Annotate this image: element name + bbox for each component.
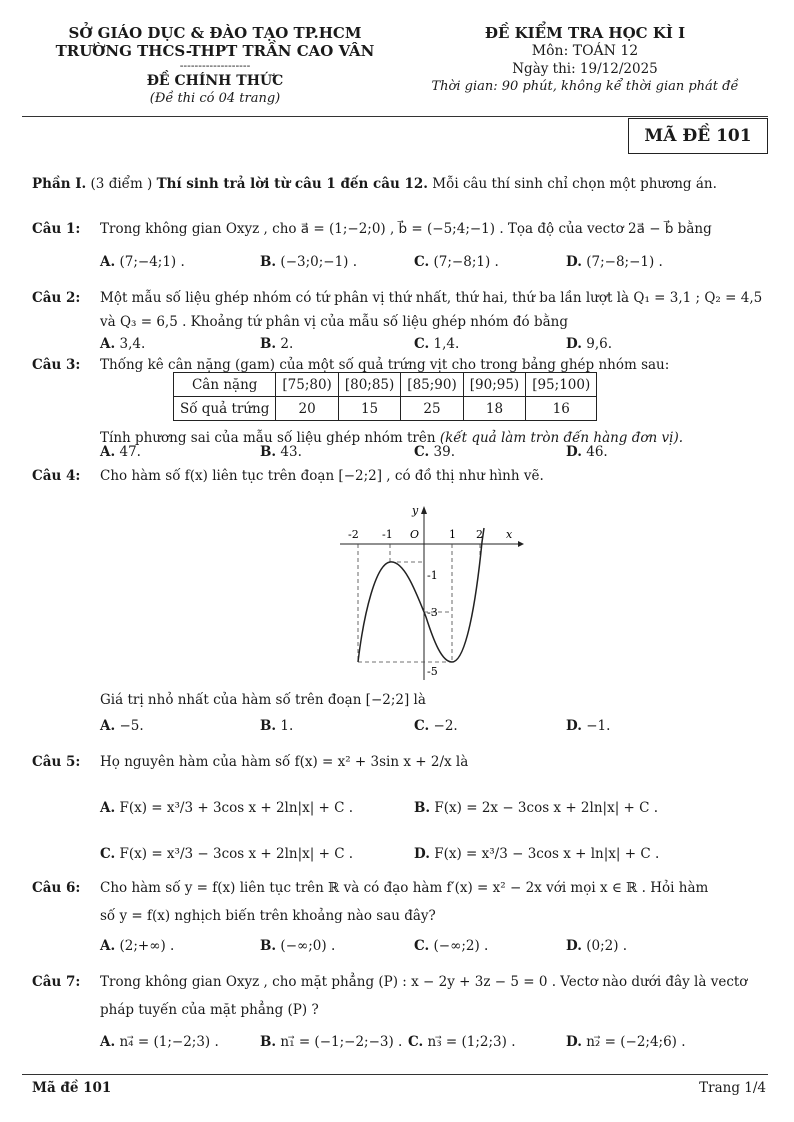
table-cell: 18 [463, 397, 525, 421]
option-c[interactable]: C. (−∞;2) . [414, 938, 489, 954]
option-c[interactable]: C. n₃⃗ = (1;2;3) . [408, 1034, 516, 1050]
question-text-cont: số y = f(x) nghịch biến trên khoảng nào sau đây? [100, 908, 436, 924]
y-tick-label: -5 [427, 665, 438, 678]
option-d[interactable]: D. −1. [566, 718, 611, 734]
question-text-cont: và Q₃ = 6,5 . Khoảng tứ phân vị của mẫu số liệu ghép nhóm đó bằng [100, 314, 568, 330]
part-heading [32, 174, 772, 194]
option-b[interactable]: B. (−3;0;−1) . [260, 254, 358, 270]
question-text-cont: pháp tuyến của mặt phẳng (P) ? [100, 1002, 319, 1018]
exam-code-box: MÃ ĐỀ 101 [628, 118, 768, 154]
table-cell: 15 [338, 397, 400, 421]
y-tick-label: -1 [427, 569, 438, 582]
option-d[interactable]: D. F(x) = x³/3 − 3cos x + ln|x| + C . [414, 846, 660, 862]
exam-date: Ngày thi: 19/12/2025 [512, 61, 658, 77]
grouped-data-table [173, 372, 597, 421]
question-label: Câu 5: [32, 754, 81, 770]
question-2 [32, 288, 772, 332]
question-text: Cho hàm số y = f(x) liên tục trên ℝ và có đạo hàm f′(x) = x² − 2x với mọi x ∈ ℝ . Hỏi hàm [100, 880, 709, 896]
official-label: ĐỀ CHÍNH THỨC [146, 73, 284, 89]
y-axis-label: y [412, 504, 419, 517]
option-b[interactable]: B. (−∞;0) . [260, 938, 336, 954]
option-b[interactable]: B. 43. [260, 444, 302, 460]
y-axis-arrow [421, 506, 427, 514]
question-text-cont: Tính phương sai của mẫu số liệu ghép nhóm trên [100, 430, 440, 446]
option-b[interactable]: B. n₁⃗ = (−1;−2;−3) . [260, 1034, 403, 1050]
question-4 [32, 466, 772, 486]
option-c[interactable]: C. F(x) = x³/3 − 3cos x + 2ln|x| + C . [100, 846, 354, 862]
options-4 [100, 718, 780, 738]
table-row [174, 397, 597, 421]
question-4-cont [32, 690, 772, 710]
option-a[interactable]: A. −5. [100, 718, 144, 734]
option-b[interactable]: B. 1. [260, 718, 294, 734]
school-header [40, 24, 390, 108]
question-label: Câu 6: [32, 880, 81, 896]
origin-label: O [410, 528, 420, 541]
table-cell: [80;85) [338, 373, 400, 397]
footer-exam-code: Mã đề 101 [32, 1080, 112, 1096]
option-c[interactable]: C. 39. [414, 444, 455, 460]
exam-header [400, 24, 770, 96]
option-b[interactable]: B. F(x) = 2x − 3cos x + 2ln|x| + C . [414, 800, 659, 816]
question-label: Câu 3: [32, 357, 81, 373]
option-a[interactable]: A. 47. [100, 444, 141, 460]
exam-duration: Thời gian: 90 phút, không kể thời gian phát đề [431, 79, 739, 94]
part-points: (3 điểm ) [86, 176, 157, 192]
question-7 [32, 972, 772, 1020]
option-d[interactable]: D. 46. [566, 444, 608, 460]
part-instruction-bold: Thí sinh trả lời từ câu 1 đến câu 12. [156, 176, 428, 192]
question-6 [32, 878, 772, 926]
options-3 [100, 444, 780, 464]
options-6 [100, 938, 780, 958]
option-c[interactable]: C. (7;−8;1) . [414, 254, 499, 270]
option-c[interactable]: C. 1,4. [414, 336, 460, 352]
question-text: Trong không gian Oxyz , cho mặt phẳng (P) : x − 2y + 3z − 5 = 0 . Vectơ nào dưới đây là vectơ [100, 974, 748, 990]
table-cell: 16 [526, 397, 597, 421]
options-2 [100, 336, 780, 356]
subject: Môn: TOÁN 12 [531, 43, 639, 59]
footer-rule [22, 1074, 768, 1075]
options-5-row1 [100, 800, 780, 820]
y-tick-label: -3 [427, 606, 438, 619]
option-a[interactable]: A. F(x) = x³/3 + 3cos x + 2ln|x| + C . [100, 800, 354, 816]
x-axis-arrow [518, 541, 524, 547]
header-rule [22, 116, 768, 117]
option-a[interactable]: A. n₄⃗ = (1;−2;3) . [100, 1034, 219, 1050]
option-a[interactable]: A. (7;−4;1) . [100, 254, 185, 270]
options-1 [100, 254, 780, 274]
x-tick-label: -1 [382, 528, 393, 541]
table-header-cell: Số quả trứng [174, 397, 276, 421]
question-label: Câu 7: [32, 974, 81, 990]
question-1 [32, 219, 772, 239]
department-name: SỞ GIÁO DỤC & ĐÀO TẠO TP.HCM [68, 24, 362, 42]
option-d[interactable]: D. 9,6. [566, 336, 612, 352]
option-a[interactable]: A. 3,4. [100, 336, 146, 352]
school-name: TRƯỜNG THCS-THPT TRẦN CAO VÂN [55, 42, 375, 60]
table-cell: [95;100) [526, 373, 597, 397]
option-d[interactable]: D. (0;2) . [566, 938, 628, 954]
table-cell: 25 [401, 397, 463, 421]
question-text: Thống kê cân nặng (gam) của một số quả trứng vịt cho trong bảng ghép nhóm sau: [100, 357, 670, 373]
table-cell: [85;90) [401, 373, 463, 397]
question-label: Câu 4: [32, 468, 81, 484]
table-header-cell: Cân nặng [174, 373, 276, 397]
option-c[interactable]: C. −2. [414, 718, 458, 734]
question-text: Họ nguyên hàm của hàm số f(x) = x² + 3sin x + 2/x là [100, 754, 469, 770]
question-label: Câu 1: [32, 221, 81, 237]
table-cell: [90;95) [463, 373, 525, 397]
part-instruction: Mỗi câu thí sinh chỉ chọn một phương án. [427, 176, 717, 192]
function-curve [358, 528, 484, 662]
page-count-note: (Đề thi có 04 trang) [149, 91, 281, 106]
table-row [174, 373, 597, 397]
options-7 [100, 1034, 780, 1054]
header-dashes: ------------------- [179, 59, 251, 72]
options-5-row2 [100, 846, 780, 866]
x-tick-label: -2 [348, 528, 359, 541]
exam-title: ĐỀ KIỂM TRA HỌC KÌ I [484, 24, 686, 42]
question-text: Một mẫu số liệu ghép nhóm có tứ phân vị thứ nhất, thứ hai, thứ ba lần lượt là Q₁ = 3,1 ; Q₂ = 4,5 [100, 290, 763, 306]
table-cell: 20 [276, 397, 338, 421]
question-5 [32, 752, 772, 772]
option-a[interactable]: A. (2;+∞) . [100, 938, 175, 954]
option-d[interactable]: D. n₂⃗ = (−2;4;6) . [566, 1034, 686, 1050]
x-tick-label: 1 [449, 528, 456, 541]
function-graph [330, 502, 530, 682]
question-label: Câu 2: [32, 290, 81, 306]
question-text: Cho hàm số f(x) liên tục trên đoạn [−2;2] , có đồ thị như hình vẽ. [100, 468, 544, 484]
x-axis-label: x [506, 528, 513, 541]
rounding-note: (kết quả làm tròn đến hàng đơn vị). [439, 430, 684, 446]
x-tick-label: 2 [476, 528, 483, 541]
option-b[interactable]: B. 2. [260, 336, 294, 352]
table-cell: [75;80) [276, 373, 338, 397]
page-number: Trang 1/4 [699, 1080, 766, 1096]
question-text-cont: Giá trị nhỏ nhất của hàm số trên đoạn [−2;2] là [100, 692, 426, 708]
option-d[interactable]: D. (7;−8;−1) . [566, 254, 663, 270]
question-text: Trong không gian Oxyz , cho a⃗ = (1;−2;0) , b⃗ = (−5;4;−1) . Tọa độ của vectơ 2a⃗ − b⃗ bằng [100, 221, 712, 237]
part-title: Phần I. [32, 176, 87, 192]
